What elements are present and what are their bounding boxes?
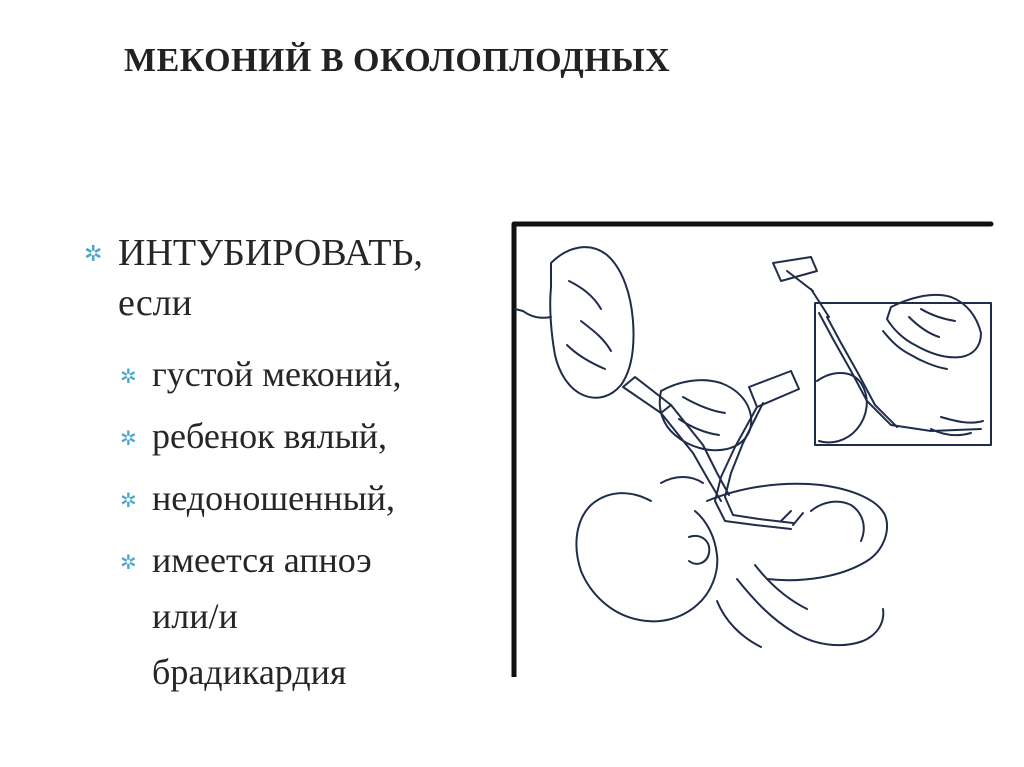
sub-bullet-text-line2: или/и xyxy=(152,596,238,636)
inset-head-outline xyxy=(817,373,867,443)
main-bullet-line2: если xyxy=(118,282,192,324)
laryngoscope-icon xyxy=(623,377,671,413)
main-bullet-line1: ИНТУБИРОВАТЬ, xyxy=(118,232,423,274)
sub-bullet-text: недоношенный, xyxy=(152,478,396,518)
sub-bullet-lethargic-baby xyxy=(118,408,502,464)
sub-bullet-text: густой меконий, xyxy=(152,354,402,394)
baby-head-outline xyxy=(576,493,717,621)
bullet-star-icon: ✲ xyxy=(84,242,103,267)
baby-arm-outline xyxy=(737,579,883,645)
inset-syringe-icon xyxy=(773,257,829,317)
page-title: МЕКОНИЙ В ОКОЛОПЛОДНЫХ xyxy=(124,42,671,79)
sub-bullet-premature xyxy=(118,470,502,526)
bullet-star-icon: ✲ xyxy=(120,426,137,450)
sub-bullet-text: ребенок вялый, xyxy=(152,416,388,456)
bullet-list xyxy=(82,228,502,706)
baby-body-outline xyxy=(707,484,887,580)
bullet-star-icon: ✲ xyxy=(120,550,137,574)
bullet-star-icon: ✲ xyxy=(120,364,137,388)
main-bullet xyxy=(82,228,502,328)
sub-bullet-list xyxy=(82,346,502,700)
bullet-star-icon: ✲ xyxy=(120,488,137,512)
sub-bullet-thick-meconium xyxy=(118,346,502,402)
sub-bullet-text-line1: имеется апноэ xyxy=(152,540,372,580)
baby-ear-icon xyxy=(689,536,709,564)
neonatal-intubation-illustration xyxy=(511,221,995,677)
gloved-hand-icon xyxy=(550,247,633,398)
sub-bullet-text-line3: брадикардия xyxy=(152,652,347,692)
endotracheal-tube-icon xyxy=(749,371,799,407)
second-hand-icon xyxy=(660,380,751,450)
sub-bullet-apnea-bradycardia xyxy=(118,532,502,700)
